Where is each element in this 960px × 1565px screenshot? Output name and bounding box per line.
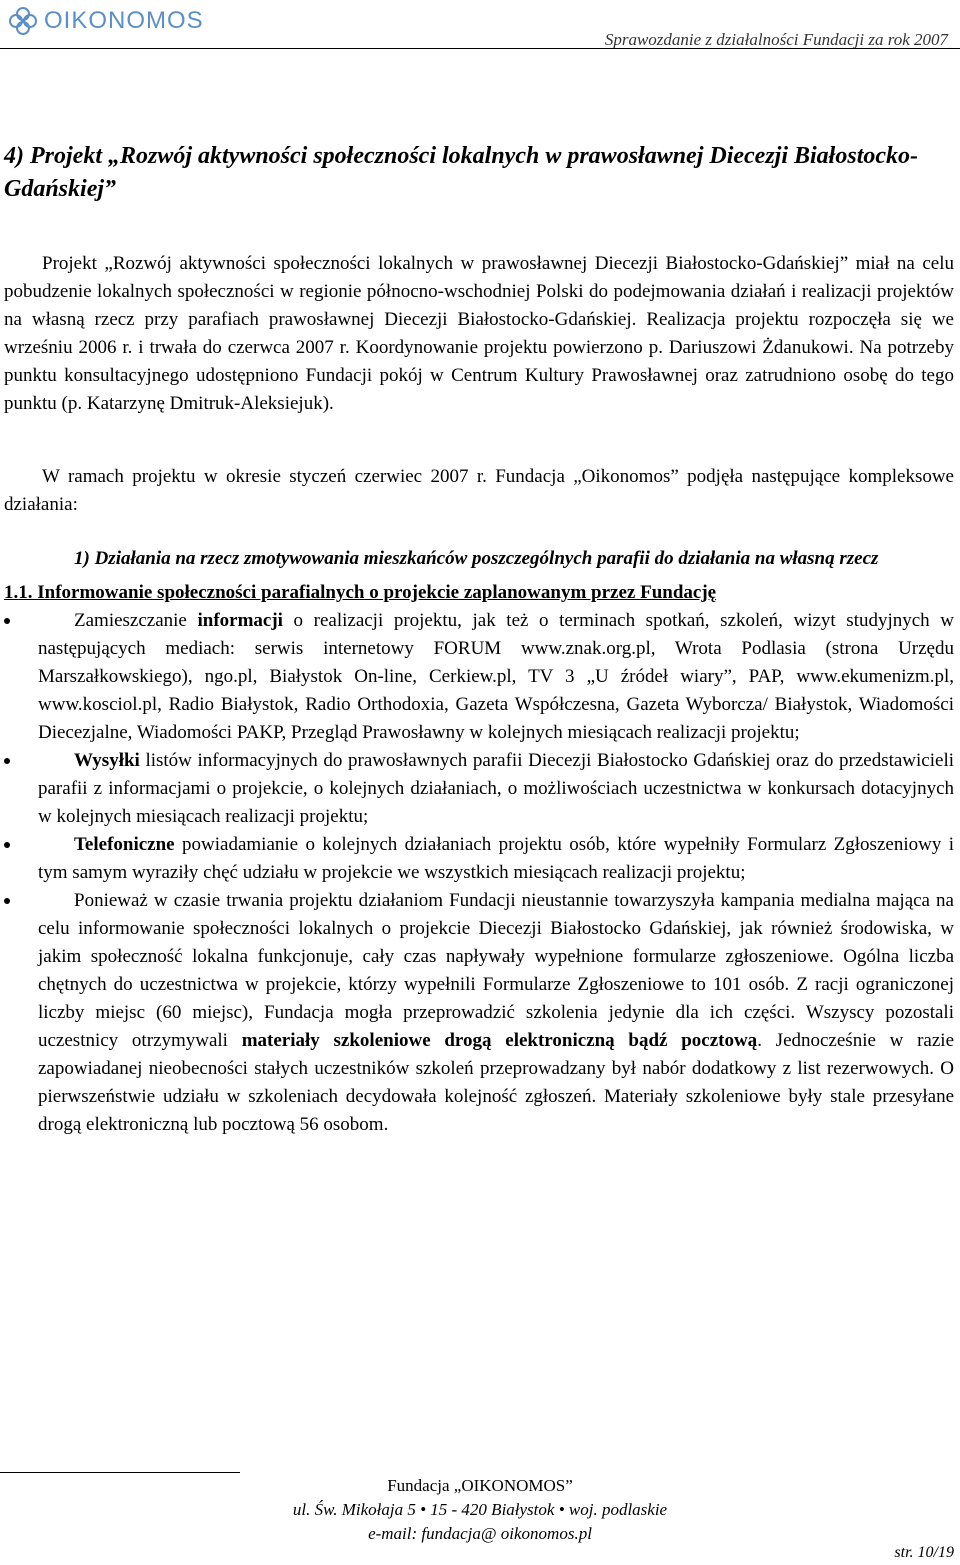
actions-paragraph: W ramach projektu w okresie styczeń czerwiec 2007 r. Fundacja „Oikonomos” podjęła następujące kompleksowe działania: (4, 466, 954, 515)
item-text-post: . Jednocześnie w razie zapowiadanej nieobecności stałych uczestników szkoleń przeprowadzany był nabór dodatkowy z list rezerwowych. O pierwszeństwie udziału w szkoleniach decydowała kolejność zgłoszeń. Materiały szkoleniowe były stale przesyłane drogą elektroniczną lub pocztową 56 osobom. (38, 1030, 955, 1135)
footer-foundation-name: Fundacja „OIKONOMOS” (387, 1476, 573, 1495)
footer-email: e-mail: fundacja@ oikonomos.pl (368, 1524, 592, 1543)
bullet-icon (4, 618, 10, 624)
item-text-pre: Ponieważ w czasie trwania projektu działaniom Fundacji nieustannie towarzyszyła kampania medialna mająca na celu informowanie społeczności lokalnych o projekcie Diecezji Białostocko Gdańskiej, jak również środowiska, w jakim społeczność lokalna funkcjonuje, cały czas napływały wypełnione formularze zgłoszeniowe. Ogólna liczba chętnych do uczestnictwa w projekcie, którzy wypełnili Formularze Zgłoszeniowe to 101 osób. Z racji ograniczonej liczby miejsc (60 miejsc), Fundacja mogła przeprowadzić szkolenia jedynie dla ich części. Wszyscy pozostali uczestnicy otrzymywali (38, 890, 954, 1051)
item-text-bold: Telefoniczne (74, 834, 175, 855)
list-item (4, 747, 954, 831)
section-title: 4) Projekt „Rozwój aktywności społeczności lokalnych w prawosławnej Diecezji Białostocko-Gdańskiej” (4, 143, 919, 202)
item-text-bold: materiały szkoleniowe drogą elektroniczną bądź pocztową (241, 1030, 758, 1051)
page-footer (0, 1474, 960, 1546)
bullet-list (4, 607, 954, 1139)
subsection-title: 1.1. Informowanie społeczności parafialnych o projekcie zaplanowanym przez Fundację (4, 582, 717, 603)
bullet-icon (4, 758, 10, 764)
main-content (4, 140, 954, 1139)
item-text-bold: informacji (197, 610, 283, 631)
item-text-bold: Wysyłki (74, 750, 140, 771)
flower-logo-icon (8, 6, 38, 36)
list-item (4, 607, 954, 747)
footer-divider (0, 1472, 240, 1473)
item-text-pre (38, 750, 74, 771)
header-divider (0, 48, 960, 49)
list-item (4, 887, 954, 1139)
page-header (0, 0, 960, 48)
page-number: str. 10/19 (894, 1544, 954, 1561)
item-text-post: powiadamianie o kolejnych działaniach projektu osób, które wypełniły Formularz Zgłoszeniowy i tym samym wyraziły chęć udziału w projekcie we wszystkich miesiącach realizacji projektu; (38, 834, 954, 883)
sub-heading: 1) Działania na rzecz zmotywowania mieszkańców poszczególnych parafii do działania na własną rzecz (74, 548, 879, 569)
intro-paragraph: Projekt „Rozwój aktywności społeczności lokalnych w prawosławnej Diecezji Białostocko-Gdańskiej” miał na celu pobudzenie lokalnych społeczności w regionie północno-wschodniej Polski do podejmowania działań i realizacji projektów na własną rzecz przy parafiach prawosławnej Diecezji Białostocko-Gdańskiej. Realizacja projektu rozpoczęła się we wrześniu 2006 r. i trwała do czerwca 2007 r. Koordynowanie projektu powierzono p. Dariuszowi Żdanukowi. Na potrzeby punktu konsultacyjnego udostępniono Fundacji pokój w Centrum Kultury Prawosławnej oraz zatrudniono osobę do tego punktu (p. Katarzynę Dmitruk-Aleksiejuk). (4, 253, 954, 414)
bullet-icon (4, 898, 10, 904)
bullet-icon (4, 842, 10, 848)
item-text-post: listów informacyjnych do prawosławnych parafii Diecezji Białostocko Gdańskiej oraz do przedstawicieli parafii z informacjami o projekcie, o kolejnych działaniach, o możliwościach uczestnictwa w konkursach dotacyjnych w kolejnych miesiącach realizacji projektu; (38, 750, 954, 827)
oikonomos-logo (8, 6, 204, 36)
item-text-pre: Zamieszczanie (74, 610, 198, 631)
list-item (4, 831, 954, 887)
item-text-pre (38, 834, 74, 855)
logo-text: OIKONOMOS (44, 7, 204, 34)
footer-address: ul. Św. Mikołaja 5 • 15 - 420 Białystok • woj. podlaskie (292, 1500, 668, 1519)
item-text-post: o realizacji projektu, jak też o terminach spotkań, szkoleń, wizyt studyjnych w następujących mediach: serwis internetowy FORUM www.znak.org.pl, Wrota Podlasia (strona Urzędu Marszałkowskiego), ngo.pl, Białystok On-line, Cerkiew.pl, TV 3 „U źródeł wiary”, PAP, www.ekumenizm.pl, www.kosciol.pl, Radio Białystok, Radio Orthodoxia, Gazeta Współczesna, Gazeta Wyborcza/ Białystok, Wiadomości Diecezjalne, Wiadomości PAKP, Przegląd Prawosławny w kolejnych miesiącach realizacji projektu; (38, 610, 954, 743)
document-title: Sprawozdanie z działalności Fundacji za rok 2007 (604, 30, 948, 49)
